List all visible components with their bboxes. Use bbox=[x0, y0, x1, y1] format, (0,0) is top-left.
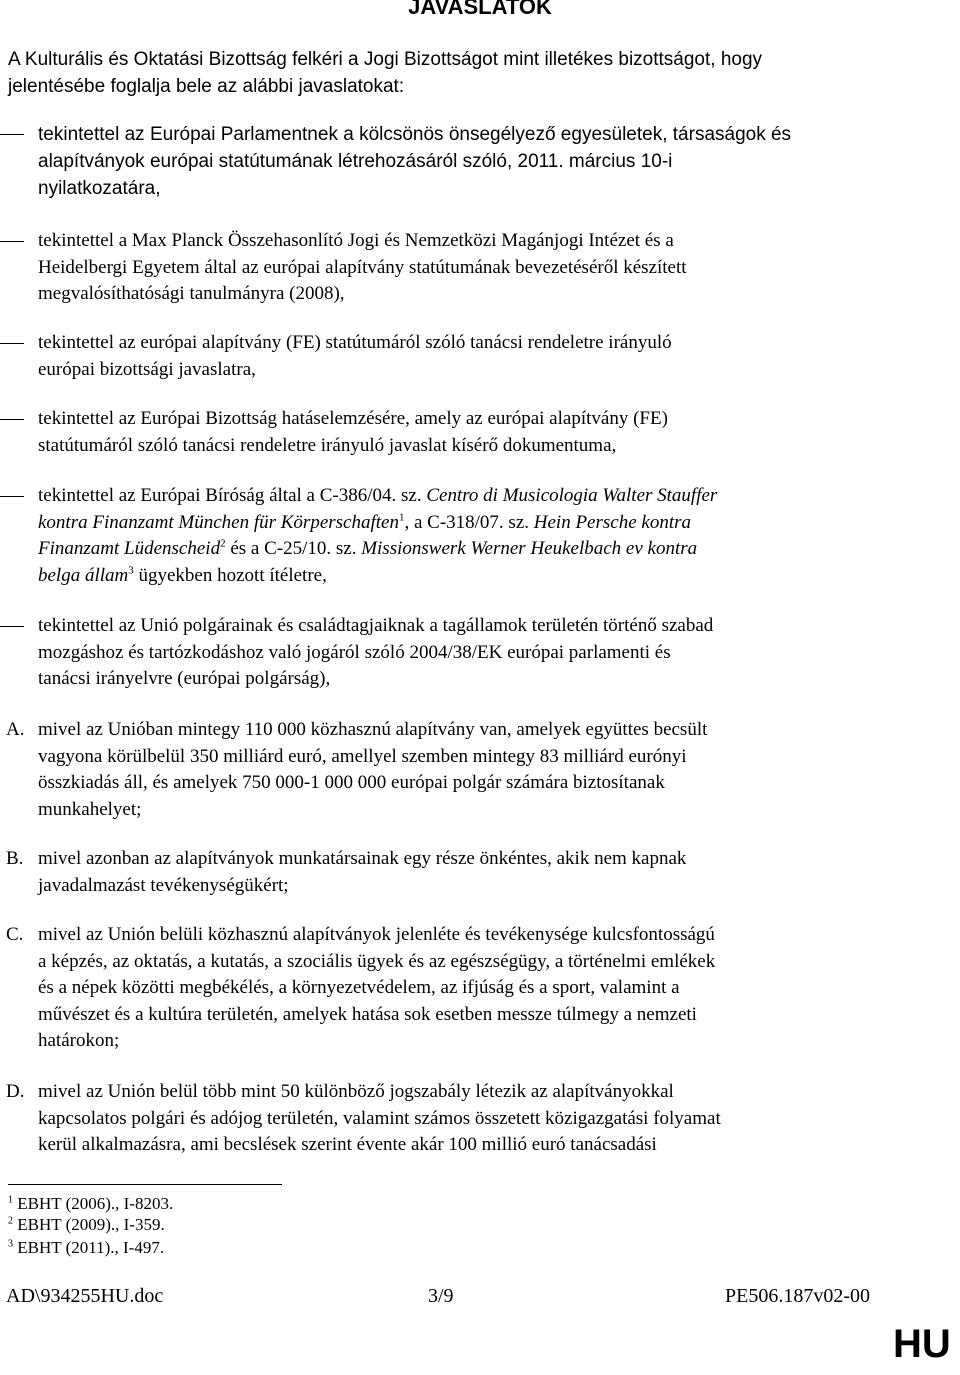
item-line bbox=[38, 510, 952, 537]
footnote-ref: 1 bbox=[398, 511, 405, 524]
footnote-number: 2 bbox=[8, 1215, 13, 1227]
item-line: tekintettel az európai alapítvány (FE) statútumáról szóló tanácsi rendeletre irányuló bbox=[38, 332, 672, 353]
case-name: Hein Persche kontra bbox=[533, 511, 691, 533]
case-name: Centro di Musicologia Walter Stauffer bbox=[426, 485, 718, 506]
item-line: művészet és a kultúra területén, amelyek hatása sok esetben messze túlmegy a nemzeti bbox=[38, 1003, 697, 1025]
item-line: nyilatkozatára, bbox=[38, 178, 161, 199]
footnote-text: EBHT (2011)., I-497. bbox=[13, 1238, 165, 1257]
intro-line: A Kulturális és Oktatási Bizottság felkéri a Jogi Bizottságot mint illetékes bizottságot, hogy bbox=[8, 49, 763, 70]
item-line: kerül alkalmazásra, ami becslések szerint évente akár 100 millió euró tanácsadási bbox=[38, 1134, 657, 1155]
footnote-text: EBHT (2006)., I-8203. bbox=[13, 1194, 174, 1213]
intro-paragraph bbox=[8, 46, 948, 100]
footnote-ref: 2 bbox=[220, 537, 226, 550]
footnote bbox=[8, 1194, 173, 1214]
item-line: és a népek közötti megbékélés, a környezetvédelem, az ifjúság és a sport, valamint a bbox=[38, 977, 680, 998]
footnote bbox=[8, 1215, 165, 1235]
item-line: határokon; bbox=[38, 1030, 120, 1051]
item-line: tekintettel az Unió polgárainak és családtagjaiknak a tagállamok területén történő szabad bbox=[38, 615, 714, 636]
footnote-separator bbox=[8, 1184, 282, 1185]
item-line: javadalmazást tevékenységükért; bbox=[38, 874, 289, 896]
recital-letter: A. bbox=[6, 719, 25, 740]
item-line: Heidelbergi Egyetem által az európai alapítvány statútumának bevezetéséről készített bbox=[38, 256, 687, 278]
dash-marker bbox=[0, 419, 24, 420]
case-name: Finanzamt Lüdenscheid bbox=[38, 538, 221, 559]
item-line: mivel az Unión belül több mint 50 különböző jogszabály létezik az alapítványokkal bbox=[38, 1081, 674, 1102]
recital-letter: C. bbox=[6, 924, 24, 945]
language-code: HU bbox=[893, 1322, 951, 1366]
page-number: 3/9 bbox=[428, 1285, 454, 1307]
item-line: mivel azonban az alapítványok munkatársainak egy része önkéntes, akik nem kapnak bbox=[38, 848, 687, 869]
item-line: a képzés, az oktatás, a kutatás, a szociális ügyek és az egészségügy, a történelmi emlékek bbox=[38, 950, 716, 972]
footnote bbox=[8, 1238, 164, 1258]
dash-marker bbox=[0, 626, 24, 627]
dash-marker bbox=[0, 496, 24, 497]
case-name: Missionswerk Werner Heukelbach ev kontra bbox=[361, 538, 698, 559]
item-line: mivel az Unióban mintegy 110 000 közhasznú alapítvány van, amelyek együttes becsült bbox=[38, 719, 708, 740]
case-text: , a C-318/07. sz. bbox=[404, 511, 534, 533]
dash-marker bbox=[0, 241, 24, 242]
case-text: tekintettel az Európai Bíróság által a C-386/04. sz. bbox=[38, 485, 427, 506]
item-line: tekintettel az Európai Bizottság hatáselemzésére, amely az európai alapítvány (FE) bbox=[38, 408, 668, 429]
case-text: ügyekben hozott ítéletre, bbox=[133, 564, 327, 586]
dash-marker bbox=[0, 343, 24, 344]
document-reference: AD\934255HU.doc bbox=[6, 1285, 164, 1307]
dash-marker bbox=[0, 134, 24, 135]
item-line: európai bizottsági javaslatra, bbox=[38, 358, 256, 380]
item-line: alapítványok európai statútumának létrehozásáról szóló, 2011. március 10-i bbox=[38, 151, 673, 172]
footnote-number: 1 bbox=[8, 1194, 13, 1206]
item-line: tekintettel az Európai Parlamentnek a kölcsönös önsegélyező egyesületek, társaságok és bbox=[38, 124, 792, 145]
case-name: belga állam bbox=[38, 564, 129, 586]
item-line: összkiadás áll, és amelyek 750 000-1 000 000 európai polgár számára biztosítanak bbox=[38, 772, 665, 793]
page-title: JAVASLATOK bbox=[408, 0, 552, 19]
item-line: munkahelyet; bbox=[38, 798, 142, 820]
item-line: mozgáshoz és tartózkodáshoz való jogáról szóló 2004/38/EK európai parlamenti és bbox=[38, 641, 671, 663]
item-line bbox=[38, 563, 952, 590]
recital-letter: D. bbox=[6, 1081, 25, 1102]
case-text: és a C-25/10. sz. bbox=[225, 538, 362, 559]
item-line: tekintettel a Max Planck Összehasonlító Jogi és Nemzetközi Magánjogi Intézet és a bbox=[38, 230, 674, 251]
item-line: kapcsolatos polgári és adójog területén, valamint számos összetett közigazgatási folyamat bbox=[38, 1107, 721, 1129]
item-line bbox=[38, 483, 952, 510]
item-line: tanácsi irányelvre (európai polgárság), bbox=[38, 668, 331, 689]
pe-number: PE506.187v02-00 bbox=[725, 1285, 870, 1307]
case-name: kontra Finanzamt München für Körperschaften bbox=[38, 511, 399, 533]
footnote-text: EBHT (2009)., I-359. bbox=[13, 1215, 165, 1234]
footnote-number: 3 bbox=[8, 1238, 13, 1250]
recital-letter: B. bbox=[6, 848, 24, 869]
footnote-ref: 3 bbox=[128, 564, 134, 577]
item-line: megvalósíthatósági tanulmányra (2008), bbox=[38, 283, 345, 304]
item-line: statútumáról szóló tanácsi rendeletre irányuló javaslat kísérő dokumentuma, bbox=[38, 434, 617, 456]
intro-line: jelentésébe foglalja bele az alábbi javaslatokat: bbox=[8, 76, 405, 97]
item-line: vagyona körülbelül 350 milliárd euró, amellyel szemben mintegy 83 milliárd eurónyi bbox=[38, 745, 687, 767]
item-line: mivel az Unión belüli közhasznú alapítványok jelenléte és tevékenysége kulcsfontosságú bbox=[38, 924, 715, 945]
item-line bbox=[38, 536, 952, 563]
